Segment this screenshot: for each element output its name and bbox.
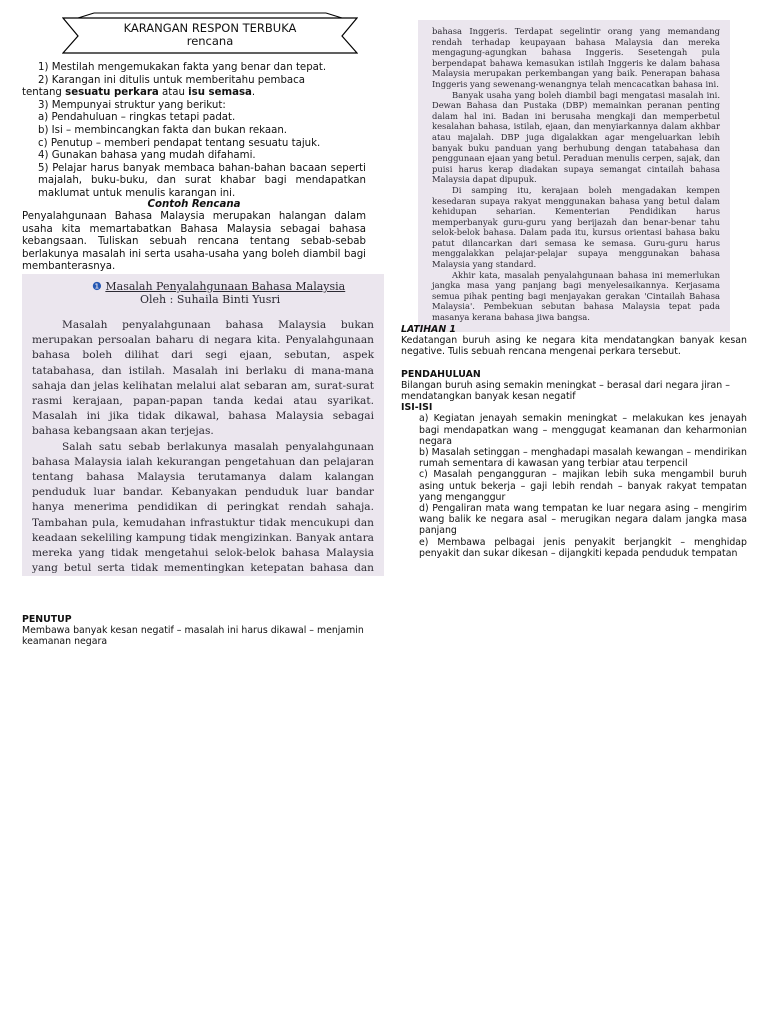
text-fragment: tentang (22, 87, 66, 99)
intro-heading: PENDAHULUAN (401, 368, 481, 380)
article-author: Oleh : Suhaila Binti Yusri (140, 293, 281, 306)
closing-heading: PENUTUP (22, 614, 72, 625)
exercise-prompt: Kedatangan buruh asing ke negara kita mendatangkan banyak kesan negative. Tulis sebuah rencana mengenai perkara tersebut. (401, 335, 747, 358)
banner-subtitle: rencana (186, 34, 234, 48)
number-badge-icon: ❶ (92, 280, 102, 293)
example-heading: Contoh Rencana (147, 199, 241, 210)
text-fragment: . (251, 87, 256, 99)
guideline-item: b) Isi – membincangkan fakta dan bukan rekaan. (38, 124, 288, 136)
list-item: c) Masalah pengangguran – majikan lebih suka mengambil buruh asing untuk bekerja – gaji lebih rendah – banyak rakyat tempatan yang menganggur (419, 469, 747, 503)
article-title-line (92, 280, 345, 293)
guideline-item: 4) Gunakan bahasa yang mudah difahami. (38, 150, 256, 162)
guideline-item: 2) Karangan ini ditulis untuk memberitahu pembaca (38, 74, 306, 86)
exercise-heading: LATIHAN 1 (401, 324, 456, 335)
intro-text: Bilangan buruh asing semakin meningkat – berasal dari negara jiran – mendatangkan banyak kesan negatif (401, 379, 730, 403)
list-item: b) Masalah setinggan – menghadapi masalah kewangan – mendirikan rumah sementara di kawasan yang terbiar atau terpencil (419, 447, 747, 470)
title-banner (62, 12, 358, 54)
article-paragraph: Masalah penyalahgunaan bahasa Malaysia bukan merupakan persoalan baharu di negara kita. Penyalahgunaan bahasa boleh dilihat dari segi ejaan, sebutan, aspek tatabahasa, dan istilah. Masalah ini berlaku di mana-mana sahaja dan jelas kelihatan melalui alat sebaran am, surat-surat rasmi kerajaan, papan-papan tanda kedai atau syarikat. Masalah ini jika tidak dikawal, bahasa Malaysia sebagai bahasa kebangsaan akan terjejas. (32, 319, 374, 438)
article-title: Masalah Penyalahgunaan Bahasa Malaysia (105, 280, 346, 293)
closing-section (22, 614, 368, 648)
text-fragment-bold: isu semasa (188, 87, 252, 99)
guideline-item: 3) Mempunyai struktur yang berikut: (38, 99, 226, 111)
guideline-item-continuation (22, 87, 366, 100)
guideline-item: 1) Mestilah mengemukakan fakta yang benar dan tepat. (38, 62, 327, 73)
points-list (401, 413, 747, 559)
article-scan (22, 274, 384, 576)
article-body (32, 318, 374, 576)
guideline-list (38, 62, 366, 87)
article-continued-body (432, 26, 720, 323)
article-scan-continued (418, 20, 730, 332)
text-fragment: atau (158, 87, 189, 99)
list-item: a) Kegiatan jenayah semakin meningkat – melakukan kes jenayah bagi mendapatkan wang – menggugat keamanan dan keharmonian negara (419, 413, 747, 447)
guideline-item: c) Penutup – memberi pendapat tentang sesuatu tajuk. (38, 137, 321, 149)
list-item: e) Membawa pelbagai jenis penyakit berjangkit – menghidap penyakit dan sukar dikesan – dijangkiti kepada penduduk tempatan (419, 536, 747, 559)
guideline-list-2 (38, 100, 366, 201)
exercise-section (401, 324, 747, 559)
banner-title: KARANGAN RESPON TERBUKA (123, 21, 297, 35)
guideline-item: a) Pendahuluan – ringkas tetapi padat. (38, 112, 236, 124)
article-paragraph: Banyak usaha yang boleh diambil bagi mengatasi masalah ini. Dewan Bahasa dan Pustaka (DBP) memainkan peranan penting dalam hal ini. Badan ini berusaha mengkaji dan memperbetul kesalahan bahasa, istilah, ejaan, dan menyiarkannya dalam akhbar atau majalah. DBP juga digalakkan agar mengeluarkan lebih banyak buku panduan yang berhubung dengan tatabahasa dan penggunaan ejaan yang betul. Peraduan menulis cerpen, sajak, dan puisi harus kerap diadakan supaya semangat cintailah bahasa Malaysia dapat dipupuk. (432, 89, 720, 185)
text-fragment-bold: sesuatu perkara (65, 87, 159, 99)
article-paragraph: Salah satu sebab berlakunya masalah penyalahgunaan bahasa Malaysia ialah kekurangan pengetahuan dan pelajaran tentang bahasa Malaysia terutamanya dalam kalangan penduduk luar bandar. Kebanyakan penduduk luar bandar hanya menerima pendidikan di peringkat rendah sahaja. Tambahan pula, kemudahan infrastuktur tidak mencukupi dan keadaan sekeliling kampung tidak mengizinkan. Banyak antara mereka yang tidak mengetahui selok-belok bahasa Malaysia yang betul serta tidak mementingkan ketepatan bahasa dan (32, 440, 374, 575)
guideline-item: 5) Pelajar harus banyak membaca bahan-bahan bacaan seperti majalah, buku-buku, dan surat khabar bagi mendapatkan maklumat untuk menulis karangan ini. (38, 162, 366, 199)
list-item: d) Pengaliran mata wang tempatan ke luar negara asing – mengirim wang balik ke negara asal – merugikan negara dalam jangka masa panjang (419, 503, 747, 537)
body-heading: ISI-ISI (401, 402, 433, 414)
article-paragraph: Di samping itu, kerajaan boleh mengadakan kempen kesedaran supaya rakyat menggunakan bahasa yang betul dalam kehidupan seharian. Kementerian Pendidikan harus memperbanyak guru-guru yang berijazah dan benar-benar tahu selok-belok bahasa. Dalam pada itu, kursus orientasi bahasa baku patut dilancarkan dari semasa ke semasa. Guru-guru harus menggalakkan pelajar-pelajar supaya menggunakan bahasa Malaysia yang standard. (432, 184, 720, 270)
article-paragraph: bahasa Inggeris. Terdapat segelintir orang yang memandang rendah terhadap keupayaan bahasa Malaysia dan mereka mengagung-agungkan bahasa Inggeris. Sesetengah pula berpendapat bahawa kemasukan istilah Inggeris ke dalam bahasa Malaysia merupakan perkembangan yang baik. Penerapan bahasa Inggeris yang sewenang-wenangnya telah mencacatkan bahasa ini. (432, 26, 720, 89)
closing-text: Membawa banyak kesan negatif – masalah ini harus dikawal – menjamin keamanan negara (22, 625, 364, 648)
article-paragraph: Akhir kata, masalah penyalahgunaan bahasa ini memerlukan jangka masa yang panjang bagi menyelesaikannya. Kerjasama semua pihak penting bagi menjayakan gerakan 'Cintailah Bahasa Malaysia'. Pembekuan sebutan bahasa Malaysia tepat pada masanya kerana bahasa jiwa bangsa. (432, 269, 720, 323)
example-prompt: Penyalahgunaan Bahasa Malaysia merupakan halangan dalam usaha kita memartabatkan Bahasa Malaysia sebagai bahasa kebangsaan. Tuliskan sebuah rencana tentang sebab-sebab berlakunya masalah ini serta usaha-usaha yang boleh diambil bagi membanterasnya. (22, 211, 366, 273)
